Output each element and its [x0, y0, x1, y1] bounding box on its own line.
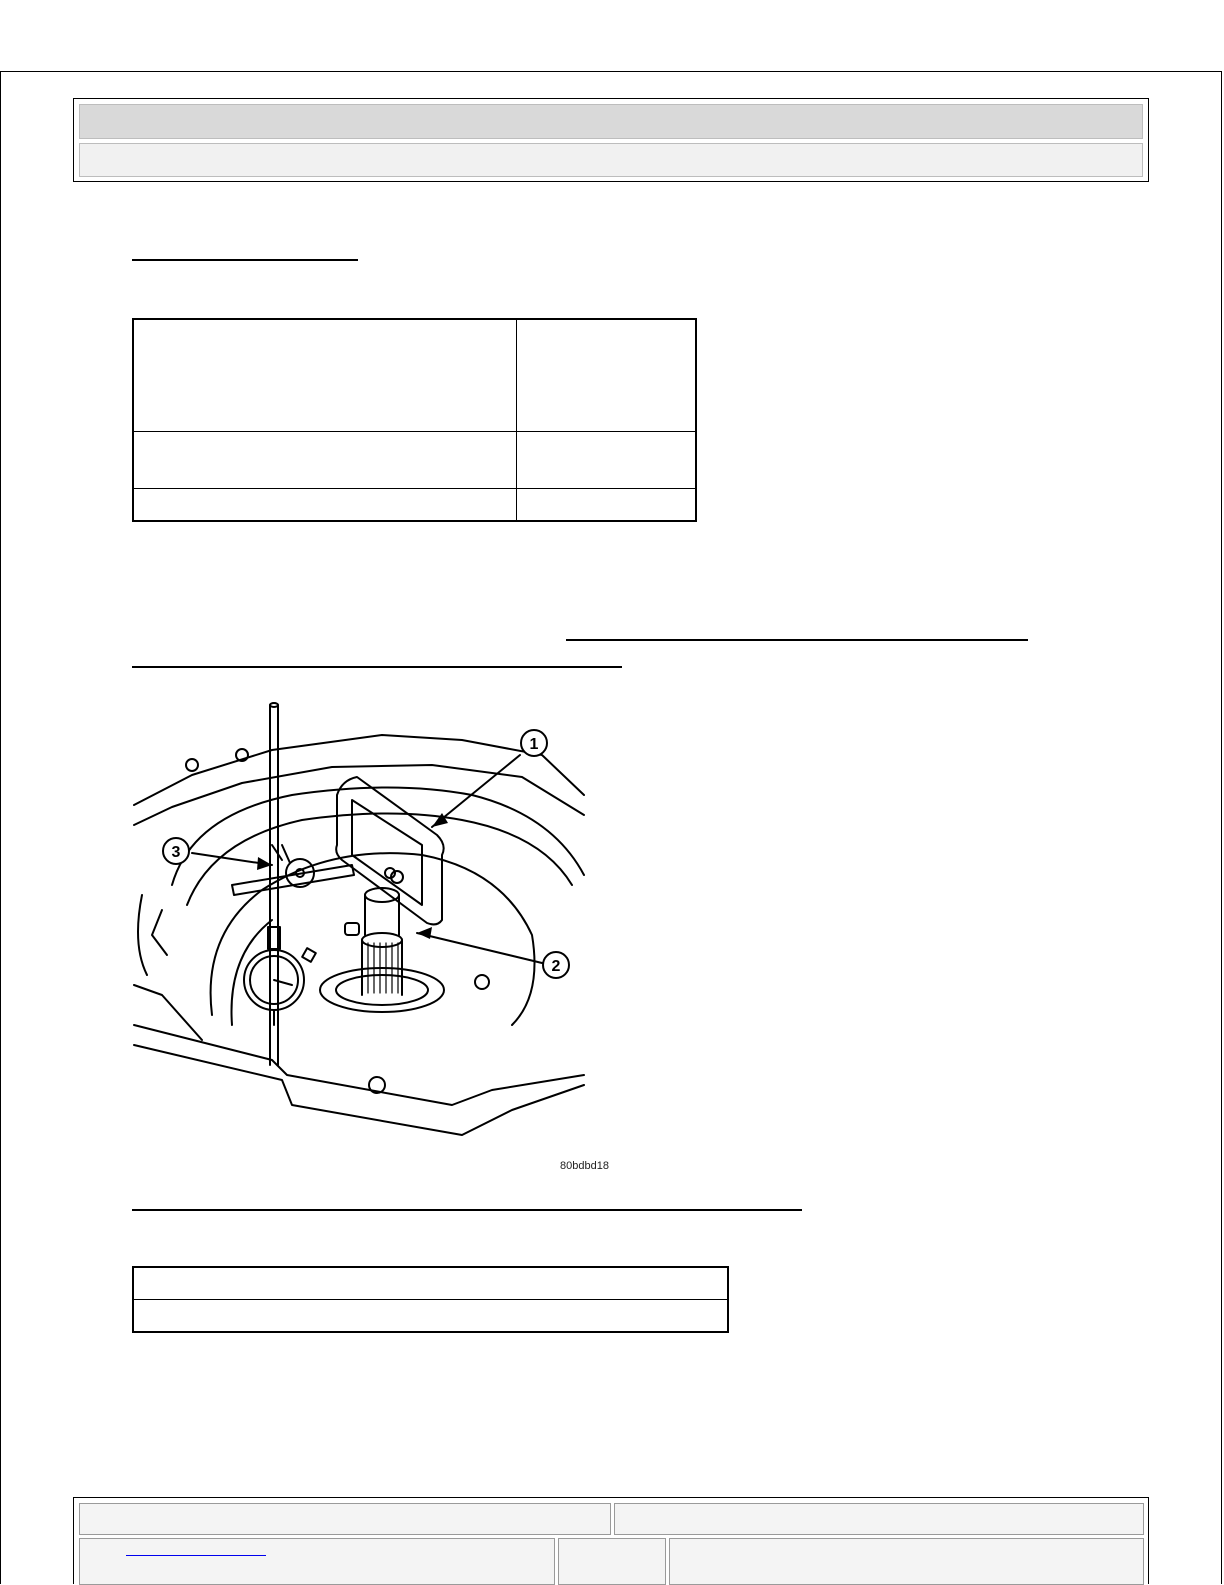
table-cell — [133, 319, 517, 431]
dial-indicator-illustration — [132, 695, 622, 1185]
callout-1-label: 1 — [529, 736, 539, 753]
table-cell — [133, 431, 517, 488]
table-cell — [133, 488, 517, 521]
callout-2-label: 2 — [551, 958, 561, 975]
section-heading-rule — [132, 259, 358, 261]
table-cell — [517, 488, 697, 521]
header-title-bar — [79, 104, 1143, 139]
figure-code: 80bdbd18 — [560, 1160, 609, 1172]
callout-3-label: 3 — [171, 844, 181, 861]
link-underline[interactable] — [566, 639, 1028, 641]
footer-cell — [79, 1503, 611, 1535]
footer-cell — [614, 1503, 1144, 1535]
table-row — [133, 319, 696, 431]
section-heading-rule — [132, 1209, 802, 1211]
bottom-table — [132, 1266, 729, 1333]
table-row — [133, 431, 696, 488]
table-cell — [133, 1299, 728, 1332]
table-cell — [133, 1267, 728, 1299]
page-header — [73, 98, 1149, 182]
table-row — [133, 488, 696, 521]
table-row — [133, 1299, 728, 1332]
page-footer — [73, 1497, 1149, 1584]
table-cell — [517, 319, 697, 431]
footer-cell — [79, 1538, 555, 1585]
link-underline[interactable] — [132, 666, 622, 668]
table-cell — [517, 431, 697, 488]
table-row — [133, 1267, 728, 1299]
spec-table — [132, 318, 697, 522]
footer-cell — [558, 1538, 666, 1585]
footer-cell — [669, 1538, 1144, 1585]
footer-link[interactable] — [126, 1555, 266, 1556]
header-subtitle-bar — [79, 143, 1143, 177]
